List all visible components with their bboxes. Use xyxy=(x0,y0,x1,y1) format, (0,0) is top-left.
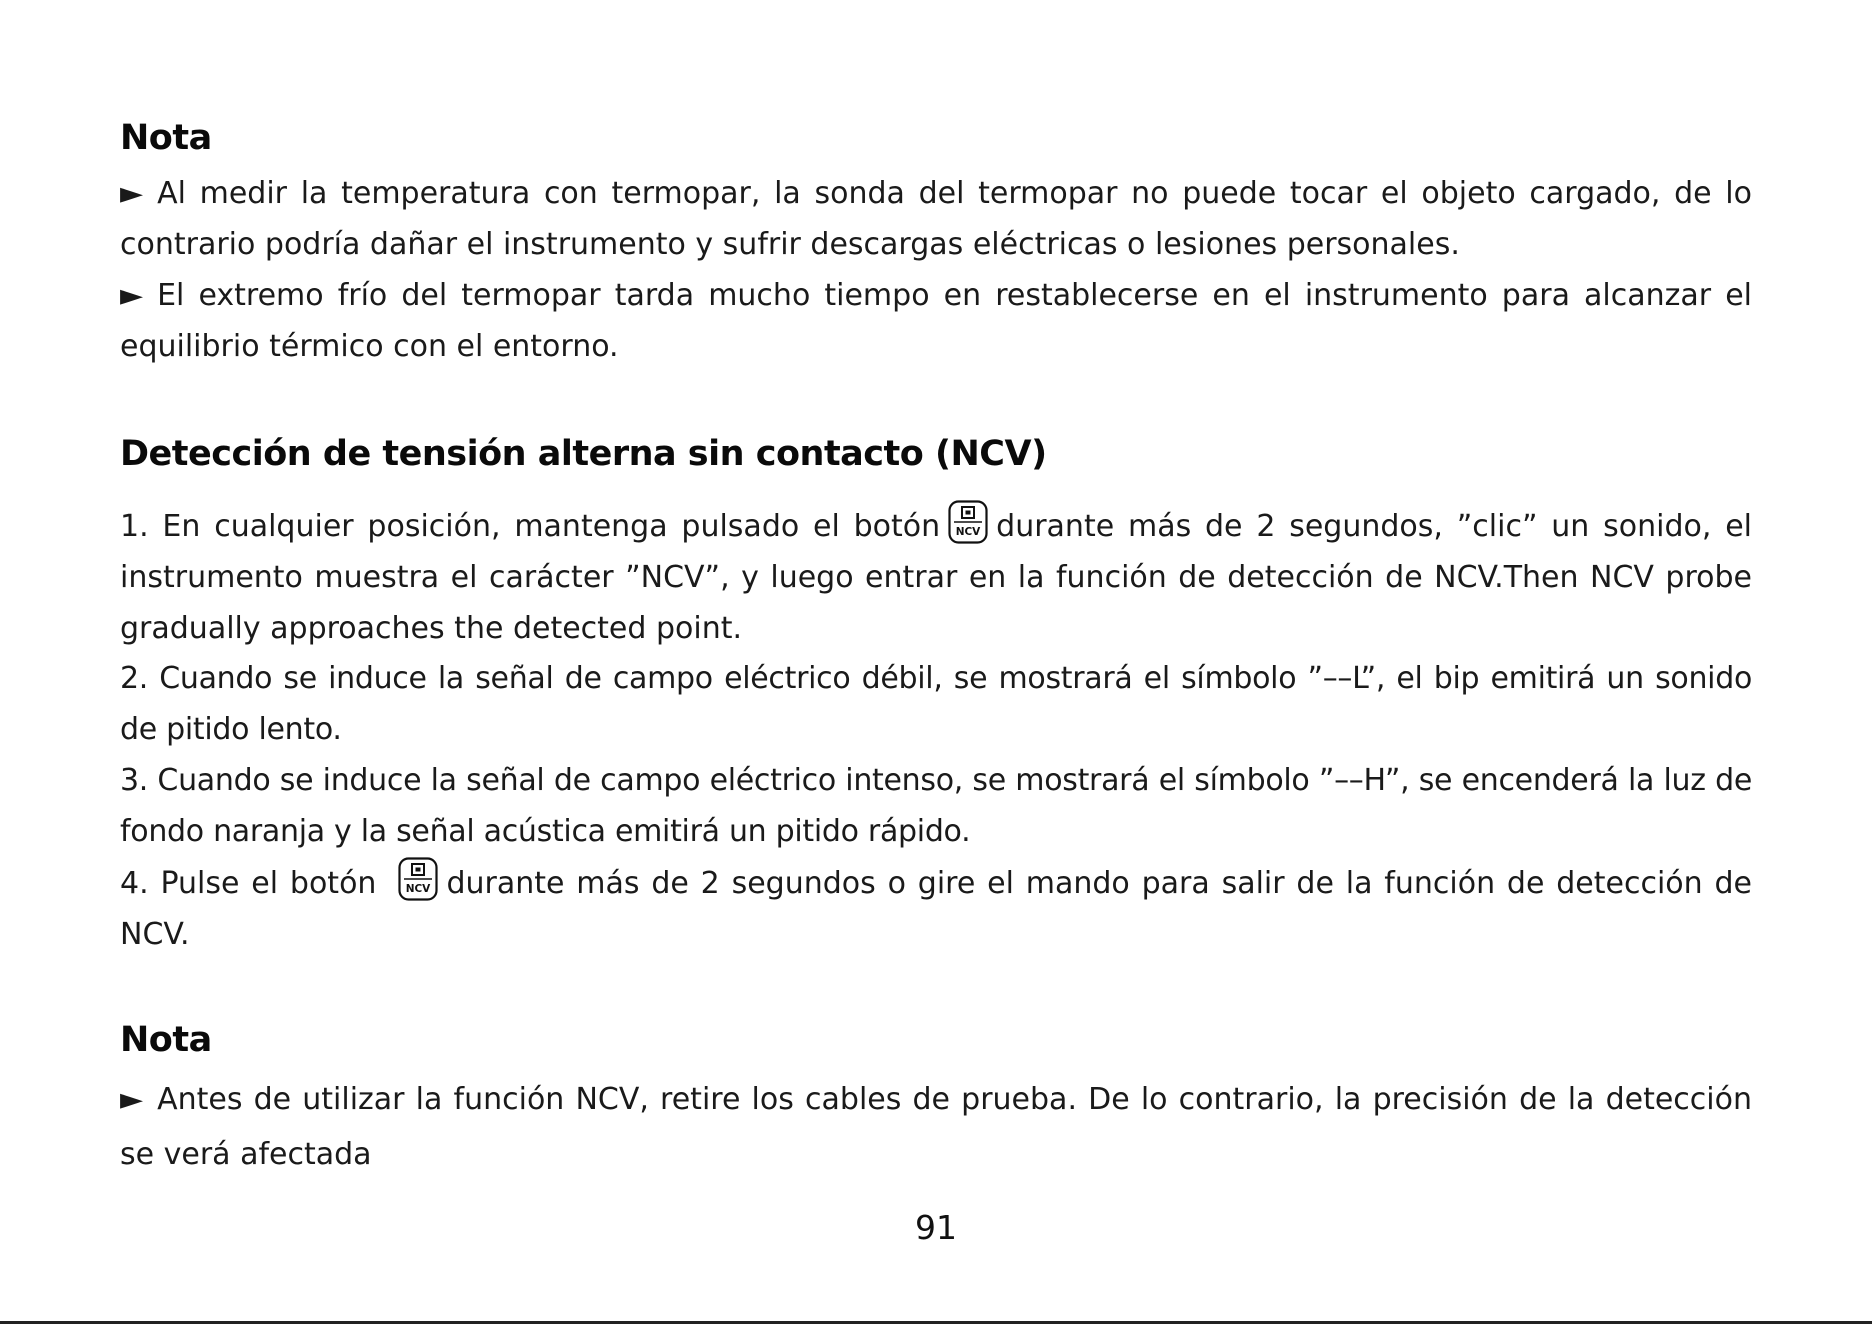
note-heading: Nota xyxy=(120,118,212,158)
ncv-step-3: 3. Cuando se induce la señal de campo eléctrico intenso, se mostrará el símbolo ”––H”, se encenderá la luz de fondo naranja y la señal acústica emitirá un pitido rápido. xyxy=(120,763,1752,849)
note-item xyxy=(120,1072,1752,1182)
note-item-text: El extremo frío del termopar tarda mucho tiempo en restablecerse en el instrumento para alcanzar el equilibrio térmico con el entorno. xyxy=(120,278,1752,364)
page-number: 91 xyxy=(915,1208,957,1247)
note-heading: Nota xyxy=(120,1020,212,1060)
svg-text:NCV: NCV xyxy=(955,526,981,538)
note-item xyxy=(120,168,1752,270)
ncv-step-4: 4. Pulse el botón NCV durante más de 2 segundos o gire el mando para salir de la función de detección de NCV. xyxy=(120,857,1752,960)
ncv-step-1: 1. En cualquier posición, mantenga pulsado el botón NCV durante más de 2 segundos, ”clic” un sonido, el instrumento muestra el carácter ”NCV”, y luego entrar en la función de detección de NCV.Then NCV probe gradually approaches the detected point. xyxy=(120,500,1752,654)
note-item xyxy=(120,270,1752,372)
note-item-text: Al medir la temperatura con termopar, la sonda del termopar no puede tocar el objeto cargado, de lo contrario podría dañar el instrumento y sufrir descargas eléctricas o lesiones personales. xyxy=(120,176,1752,262)
bullet-arrow-icon: ► xyxy=(120,1082,144,1117)
ncv-button-icon xyxy=(948,500,988,544)
bullet-arrow-icon: ► xyxy=(120,176,144,211)
section-heading: Detección de tensión alterna sin contacto (NCV) xyxy=(120,434,1047,474)
bullet-arrow-icon: ► xyxy=(120,278,144,313)
ncv-step-2: 2. Cuando se induce la señal de campo eléctrico débil, se mostrará el símbolo ”––L”, el bip emitirá un sonido de pitido lento. xyxy=(120,661,1752,747)
note-item-text: Antes de utilizar la función NCV, retire los cables de prueba. De lo contrario, la precisión de la detección se verá afectada xyxy=(120,1082,1752,1172)
ncv-button-icon xyxy=(398,857,438,901)
svg-text:NCV: NCV xyxy=(406,883,431,895)
